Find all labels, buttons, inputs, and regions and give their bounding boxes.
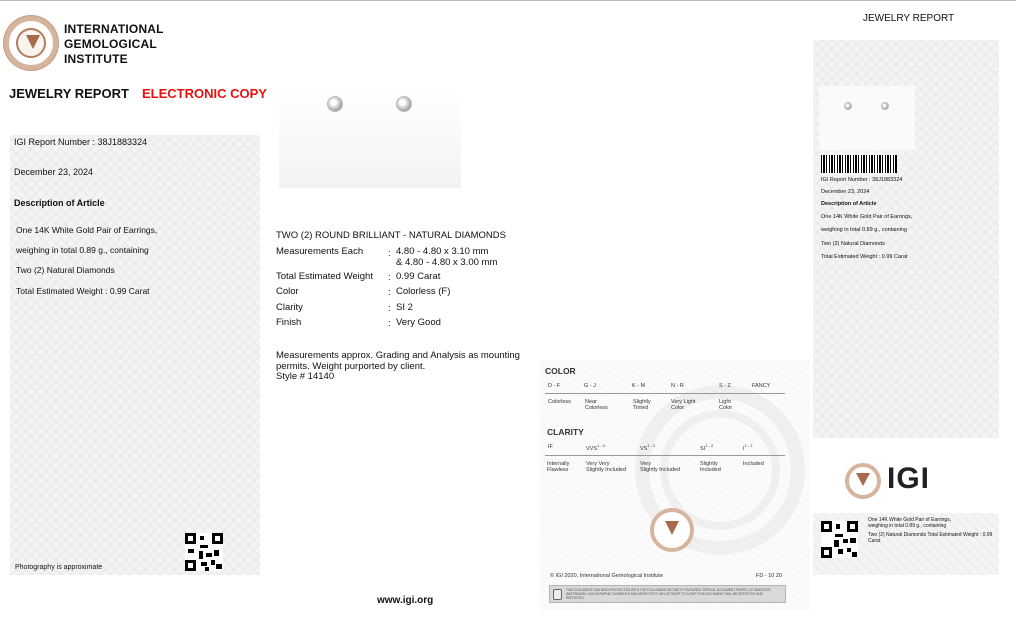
photography-note: Photography is approximate (15, 564, 103, 571)
lock-icon (553, 589, 562, 600)
description-line-4: Total Estimated Weight : 0.99 Carat (16, 286, 150, 296)
diamond-icon (26, 35, 40, 49)
qr-code-icon[interactable] (185, 533, 223, 571)
diamond-stud-left (844, 102, 852, 110)
clarity-label: Clarity (276, 302, 303, 313)
color-name: Slightly Tinted (633, 399, 651, 411)
clarity-name: Very Slightly Included (640, 461, 681, 473)
colon-sep: : (388, 318, 391, 329)
clarity-name: Internally Flawless (547, 461, 570, 473)
color-grade: N - R (671, 383, 684, 389)
scale-divider (545, 455, 785, 456)
copyright-text: © IGI 2020, International Gemological Institute (550, 573, 663, 579)
right-report-date: December 23, 2024 (821, 189, 870, 195)
igi-wordmark: IGI (887, 462, 931, 495)
color-name: Very Light Color (671, 399, 696, 411)
color-value: Colorless (F) (396, 286, 451, 297)
weight-value: 0.99 Carat (396, 271, 441, 282)
measurements-label: Measurements Each (276, 246, 364, 257)
color-grade: FANCY (752, 383, 771, 389)
clarity-grade: VVS$^{1 - 2}$ (586, 443, 606, 452)
color-name: Light Color (719, 399, 733, 411)
summary-footer-text: One 14K White Gold Pair of Earrings, weighing in total 0.89 g., containing Two (2) Natural Diamonds Total Estimated Weight : 0.99 Carat (868, 517, 993, 544)
qr-code-icon[interactable] (821, 521, 858, 558)
clarity-name: Included (743, 461, 764, 467)
color-label: Color (276, 286, 299, 297)
diamond-stud-right (881, 102, 889, 110)
org-name-line1: INTERNATIONAL (64, 22, 164, 36)
top-border (0, 0, 1016, 1)
description-line-3: Two (2) Natural Diamonds (16, 265, 115, 275)
clarity-name: Very Very Slightly Included (586, 461, 627, 473)
electronic-copy-label: ELECTRONIC COPY (142, 86, 267, 101)
colon-sep: : (388, 272, 391, 283)
earring-photo (279, 88, 461, 188)
barcode-icon (821, 155, 897, 173)
diamond-stud-left (327, 96, 343, 112)
measurements-value-1: 4.80 - 4.80 x 3.10 mm (396, 246, 489, 257)
institute-name (64, 22, 164, 67)
clarity-grade: IF (548, 444, 553, 450)
clarity-grade: $I^{1 - 2}$ (743, 443, 753, 452)
right-report-number: IGI Report Number : 38J1883324 (821, 177, 903, 183)
diamond-icon (856, 473, 870, 486)
igi-stamp-seal (650, 508, 694, 552)
color-grade: D - F (548, 383, 561, 389)
clarity-name: Slightly Included (700, 461, 721, 473)
scale-divider (545, 393, 785, 394)
color-name: Near Colorless (585, 399, 608, 411)
diamond-stud-right (396, 96, 412, 112)
form-code: FD - 10 20 (756, 573, 782, 579)
color-grade: G - J (584, 383, 596, 389)
earring-thumbnail (819, 86, 915, 150)
report-number: IGI Report Number : 38J1883324 (14, 137, 148, 147)
right-description-heading: Description of Article (821, 201, 877, 207)
clarity-scale-heading: CLARITY (547, 427, 584, 437)
right-description-line-2: weighing in total 0.89 g., containing (821, 227, 907, 233)
right-description-line-3: Two (2) Natural Diamonds (821, 241, 885, 247)
colon-sep: : (388, 303, 391, 314)
stone-description-heading: TWO (2) ROUND BRILLIANT - NATURAL DIAMONDS (276, 230, 506, 241)
color-name: Colorless (548, 399, 571, 405)
clarity-grade: SI$^{1 - 2}$ (700, 443, 714, 452)
color-grade: S - Z (719, 383, 731, 389)
color-grade: K - M (632, 383, 646, 389)
finish-label: Finish (276, 317, 302, 328)
report-title: JEWELRY REPORT (9, 86, 129, 101)
description-heading: Description of Article (14, 198, 105, 208)
right-description-line-1: One 14K White Gold Pair of Earrings, (821, 214, 913, 220)
description-line-1: One 14K White Gold Pair of Earrings, (16, 225, 158, 235)
colon-sep: : (388, 287, 391, 298)
description-line-2: weighing in total 0.89 g., containing (16, 245, 149, 255)
clarity-grade: VS$^{1 - 2}$ (640, 443, 656, 452)
comment-line-3: Style # 14140 (276, 371, 335, 382)
igi-seal-logo (845, 463, 881, 499)
security-features-strip (549, 585, 786, 603)
clarity-value: SI 2 (396, 302, 413, 313)
comment-line-1: Measurements approx. Grading and Analysis as mounting (276, 350, 520, 361)
colon-sep: : (388, 248, 391, 259)
weight-label: Total Estimated Weight (276, 271, 373, 282)
security-text: THIS DOCUMENT HAS BEEN PROTECTED WITH THE FOLLOWING SECURITY FEATURES: SPECIAL DOCUMENT PAPER, UV SENSITIVE WATERMARK, HOLOGRAPHIC ELEMENTS AND MICRO TEXT. ANY ATTEMPT TO ALTER THIS DOCUMENT WILL BE DETECTED AND REPORTED. (566, 588, 771, 600)
measurements-value-2: & 4.80 - 4.80 x 3.00 mm (396, 257, 498, 268)
diamond-icon (665, 521, 679, 535)
comment-line-2: permits. Weight purported by client. (276, 361, 426, 372)
color-scale-heading: COLOR (545, 366, 576, 376)
igi-seal-logo (4, 16, 58, 70)
website-link[interactable]: www.igi.org (377, 595, 434, 606)
seal-inner-ring (16, 28, 46, 58)
right-description-line-4: Total Estimated Weight : 0.99 Carat (821, 254, 908, 260)
report-date: December 23, 2024 (14, 167, 94, 177)
org-name-line3: INSTITUTE (64, 52, 128, 66)
finish-value: Very Good (396, 317, 441, 328)
right-report-title: JEWELRY REPORT (863, 13, 955, 24)
org-name-line2: GEMOLOGICAL (64, 37, 157, 51)
